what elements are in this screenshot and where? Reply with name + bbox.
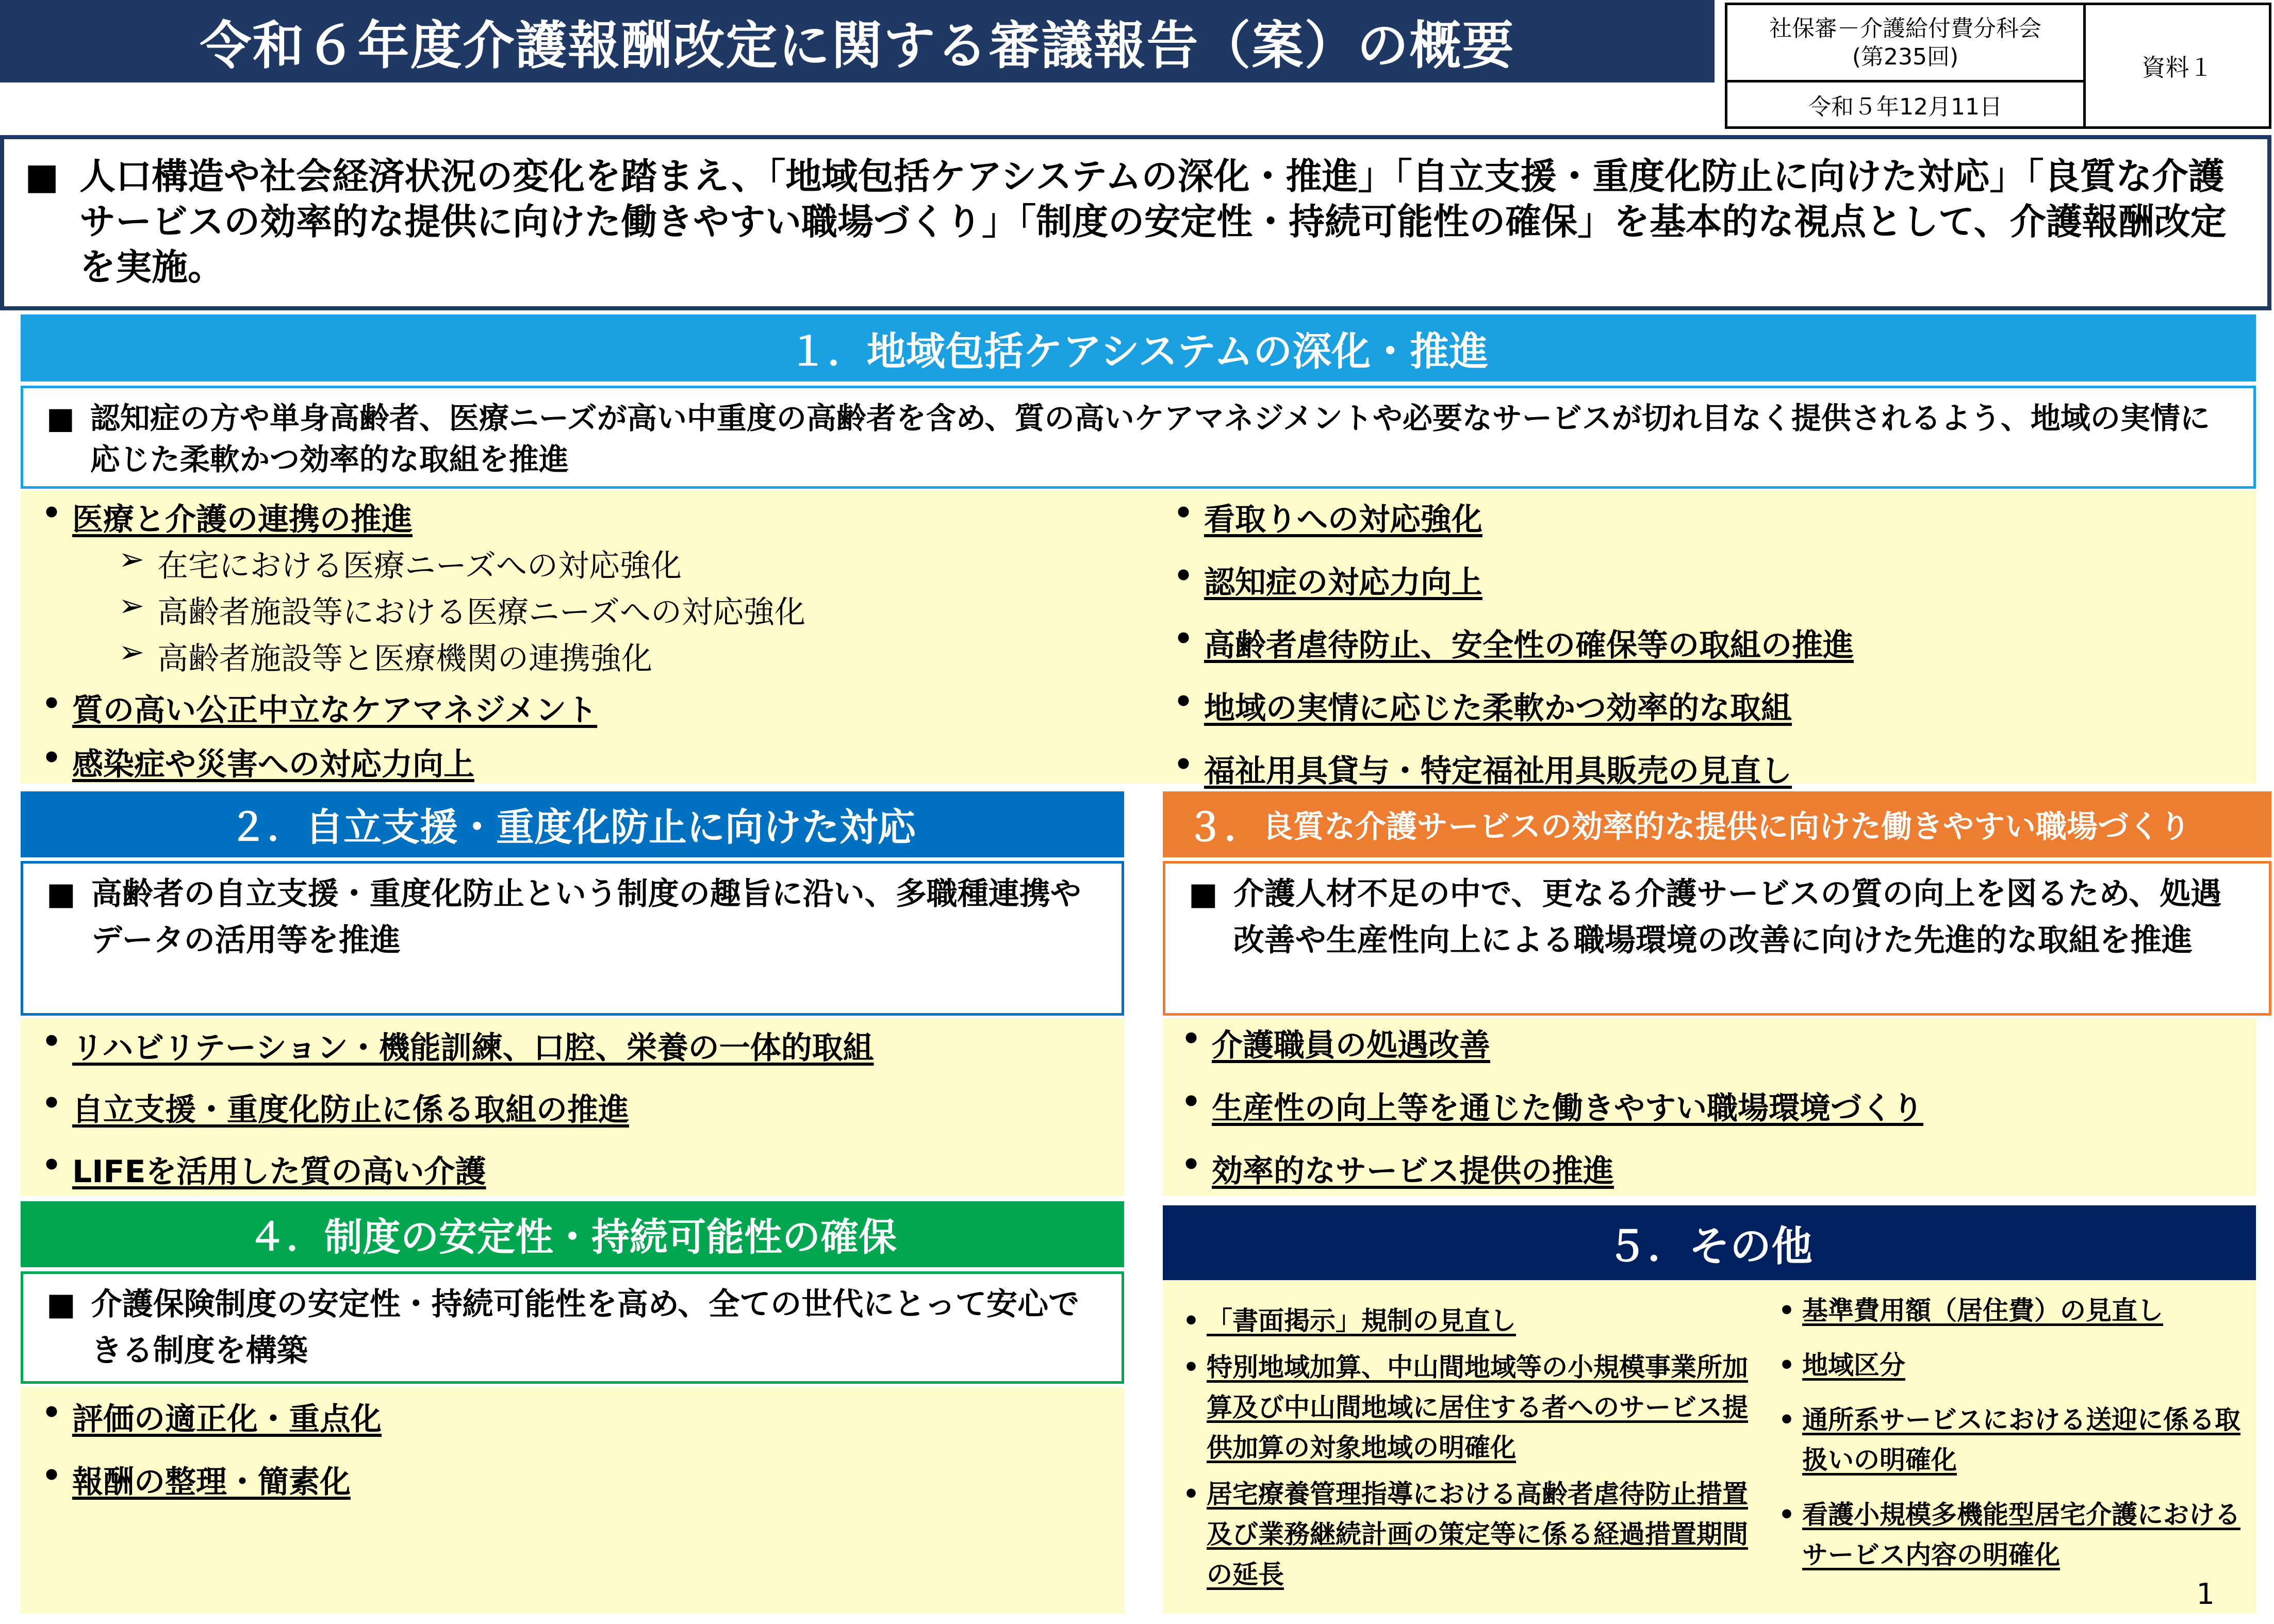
square-bullet-icon: ■ [25,155,59,197]
sub-list-item: ➢ 高齢者施設等における医療ニーズへの対応強化 [31,588,1150,634]
list-item: • 看取りへの対応強化 [1173,495,1482,538]
section-4-list [31,1395,1114,1504]
section-5-panel [1163,1280,2256,1614]
document-label: 資料１ [2141,53,2213,81]
square-bullet-icon: ■ [46,401,75,436]
list-item: • リハビリテーション・機能訓練、口腔、栄養の一体的取組 [41,1023,874,1066]
list-item: • 地域区分 [1778,1350,1905,1380]
list-item: • 認知症の対応力向上 [1173,558,1482,601]
list-item: • 効率的なサービス提供の推進 [1181,1147,1614,1189]
list-item: • 居宅療養管理指導における高齢者虐待防止措置及び業務継続計画の策定等に係る経過措置期間の延長 [1183,1479,1748,1589]
section-3-title: 良質な介護サービスの効率的な提供に向けた働きやすい職場づくり [1262,809,2190,845]
section-3-number: ３． [1186,805,1262,850]
intro-text: 人口構造や社会経済状況の変化を踏まえ、「地域包括ケアシステムの深化・推進」「自立支援・重度化防止に向けた対応」「良質な介護サービスの効率的な提供に向けた働きやすい職場づくり」「制度の安定性・持続可能性の確保」を基本的な視点として、介護報酬改定を実施。 [79,155,2227,288]
section-4-lead [21,1271,1124,1384]
list-item: • 生産性の向上等を通じた働きやすい職場環境づくり [1181,1084,1923,1126]
section-1-right-list [1163,495,2246,793]
list-item: • 自立支援・重度化防止に係る取組の推進 [41,1085,629,1128]
section-3-header [1163,791,2271,857]
list-item: • 高齢者虐待防止、安全性の確保等の取組の推進 [1173,621,1854,664]
committee-session: (第235回) [1852,43,1959,70]
committee-cell [1727,5,2086,82]
intro-box [0,135,2271,310]
list-item: • 特別地域加算、中山間地域等の小規模事業所加算及び中山間地域に居住する者へのサービス提供加算の対象地域の明確化 [1183,1352,1748,1463]
section-3-list [1171,1021,2248,1193]
list-item: • 報酬の整理・簡素化 [41,1457,351,1500]
list-item: • LIFEを活用した質の高い介護 [41,1147,486,1190]
committee-name: 社保審－介護給付費分科会 [1769,15,2041,42]
list-item: • 質の高い公正中立なケアマネジメント [41,686,598,728]
square-bullet-icon: ■ [1189,876,1218,912]
section-2-lead-text: 高齢者の自立支援・重度化防止という制度の趣旨に沿い、多職種連携やデータの活用等を推進 [91,876,1081,958]
section-3-panel [1163,1018,2256,1196]
list-item: • 感染症や災害への対応力向上 [41,740,474,783]
page-title: 令和６年度介護報酬改定に関する審議報告（案）の概要 [0,0,1715,82]
list-item: • 「書面掲示」規制の見直し [1183,1306,1516,1336]
section-2-list [31,1023,1114,1194]
section-2-panel [21,1018,1124,1196]
sub-list-item: ➢ 在宅における医療ニーズへの対応強化 [31,541,1150,588]
arrow-bullet-icon: ➢ [119,541,145,577]
list-item: • 通所系サービスにおける送迎に係る取扱いの明確化 [1778,1405,2240,1475]
section-5-header: ５．その他 [1163,1205,2256,1280]
list-item: • 基準費用額（居住費）の見直し [1778,1296,2163,1325]
section-1-panel [21,491,2256,789]
meeting-date: 令和５年12月11日 [1727,82,2086,126]
section-4-panel [21,1387,1124,1614]
section-1-lead [21,386,2256,489]
arrow-bullet-icon: ➢ [119,634,145,670]
list-item: • 医療と介護の連携の推進 [41,495,413,538]
sub-list-item: ➢ 高齢者施設等と医療機関の連携強化 [31,634,1150,686]
list-item: • 福祉用具貸与・特定福祉用具販売の見直し [1173,747,1792,789]
document-meta-box [1725,3,2271,129]
section-4-lead-text: 介護保険制度の安定性・持続可能性を高め、全ての世代にとって安心できる制度を構築 [91,1286,1080,1369]
section-1-lead-text: 認知症の方や単身高齢者、医療ニーズが高い中重度の高齢者を含め、質の高いケアマネジメントや必要なサービスが切れ目なく提供されるよう、地域の実情に応じた柔軟かつ効率的な取組を推進 [90,401,2210,477]
section-3-lead [1163,861,2271,1016]
section-2-lead [21,861,1124,1016]
square-bullet-icon: ■ [46,1286,76,1322]
section-4-header: ４．制度の安定性・持続可能性の確保 [21,1201,1124,1267]
list-item: • 評価の適正化・重点化 [41,1395,382,1437]
section-1-left-list [31,495,1150,786]
section-2-header: ２．自立支援・重度化防止に向けた対応 [21,791,1124,857]
page-number: 1 [2196,1578,2215,1611]
section-1-header: １．地域包括ケアシステムの深化・推進 [21,314,2256,382]
arrow-bullet-icon: ➢ [119,588,145,624]
section-5-left-list [1176,1301,1753,1595]
section-5-right-list [1771,1290,2240,1575]
section-3-lead-text: 介護人材不足の中で、更なる介護サービスの質の向上を図るため、処遇改善や生産性向上による職場環境の改善に向けた先進的な取組を推進 [1233,876,2222,958]
list-item: • 介護職員の処遇改善 [1181,1021,1490,1064]
square-bullet-icon: ■ [46,876,76,912]
list-item: • 看護小規模多機能型居宅介護におけるサービス内容の明確化 [1778,1500,2240,1570]
list-item: • 地域の実情に応じた柔軟かつ効率的な取組 [1173,684,1792,726]
